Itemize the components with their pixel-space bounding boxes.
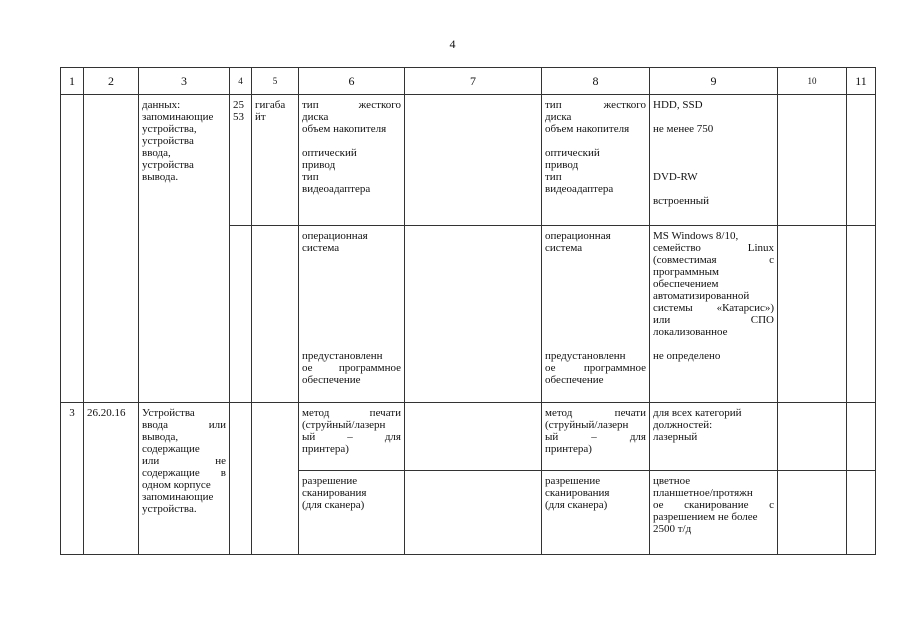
header-cell: 7	[405, 68, 542, 95]
cell-value: MS Windows 8/10, семейство Linux (совместимая с программным обеспечением автоматизированной системы «Катарсис») или СПО локализованное не определено	[650, 226, 778, 403]
cell-empty	[405, 226, 542, 403]
cell-empty	[778, 471, 847, 555]
table-row	[61, 95, 876, 226]
cell-number: 3	[61, 403, 84, 555]
cell-unit: гигаба йт	[252, 95, 299, 226]
header-cell: 5	[252, 68, 299, 95]
cell-empty	[405, 95, 542, 226]
cell-empty	[252, 226, 299, 403]
cell-empty	[778, 226, 847, 403]
cell-empty	[230, 403, 252, 555]
header-cell: 6	[299, 68, 405, 95]
cell-empty	[252, 403, 299, 555]
cell-characteristic: разрешение сканирования (для сканера)	[542, 471, 650, 555]
cell-empty	[847, 471, 876, 555]
cell-code-empty	[84, 95, 139, 403]
header-cell: 1	[61, 68, 84, 95]
cell-number-empty	[61, 95, 84, 403]
cell-empty	[405, 403, 542, 471]
cell-characteristic: тип жесткого диска объем накопителя оптический привод тип видеоадаптера	[299, 95, 405, 226]
cell-value: HDD, SSD не менее 750 DVD-RW встроенный	[650, 95, 778, 226]
header-cell: 11	[847, 68, 876, 95]
table-row	[61, 403, 876, 471]
specification-table	[60, 67, 876, 555]
header-cell: 2	[84, 68, 139, 95]
cell-device-name: данных: запоминающие устройства, устройства ввода, устройства вывода.	[139, 95, 230, 403]
cell-empty	[405, 471, 542, 555]
cell-characteristic: тип жесткого диска объем накопителя оптический привод тип видеоадаптера	[542, 95, 650, 226]
header-cell: 8	[542, 68, 650, 95]
cell-empty	[778, 95, 847, 226]
cell-code: 26.20.16	[84, 403, 139, 555]
cell-empty	[847, 403, 876, 471]
cell-value: для всех категорий должностей: лазерный	[650, 403, 778, 471]
cell-okei-code: 25 53	[230, 95, 252, 226]
table-header-row	[61, 68, 876, 95]
header-cell: 10	[778, 68, 847, 95]
cell-characteristic: метод печати (струйный/лазерн ый – для принтера)	[299, 403, 405, 471]
cell-characteristic: операционная система предустановленн ое программное обеспечение	[299, 226, 405, 403]
cell-characteristic: метод печати (струйный/лазерн ый – для принтера)	[542, 403, 650, 471]
cell-empty	[230, 226, 252, 403]
cell-empty	[847, 95, 876, 226]
cell-device-name: Устройства ввода или вывода, содержащие или не содержащие в одном корпусе запоминающие устройства.	[139, 403, 230, 555]
header-cell: 9	[650, 68, 778, 95]
header-cell: 3	[139, 68, 230, 95]
header-cell: 4	[230, 68, 252, 95]
page-number: 4	[449, 37, 456, 51]
cell-value: цветное планшетное/протяжн ое сканирование с разрешением не более 2500 т/д	[650, 471, 778, 555]
cell-characteristic: операционная система предустановленн ое программное обеспечение	[542, 226, 650, 403]
cell-characteristic: разрешение сканирования (для сканера)	[299, 471, 405, 555]
cell-empty	[778, 403, 847, 471]
cell-empty	[847, 226, 876, 403]
